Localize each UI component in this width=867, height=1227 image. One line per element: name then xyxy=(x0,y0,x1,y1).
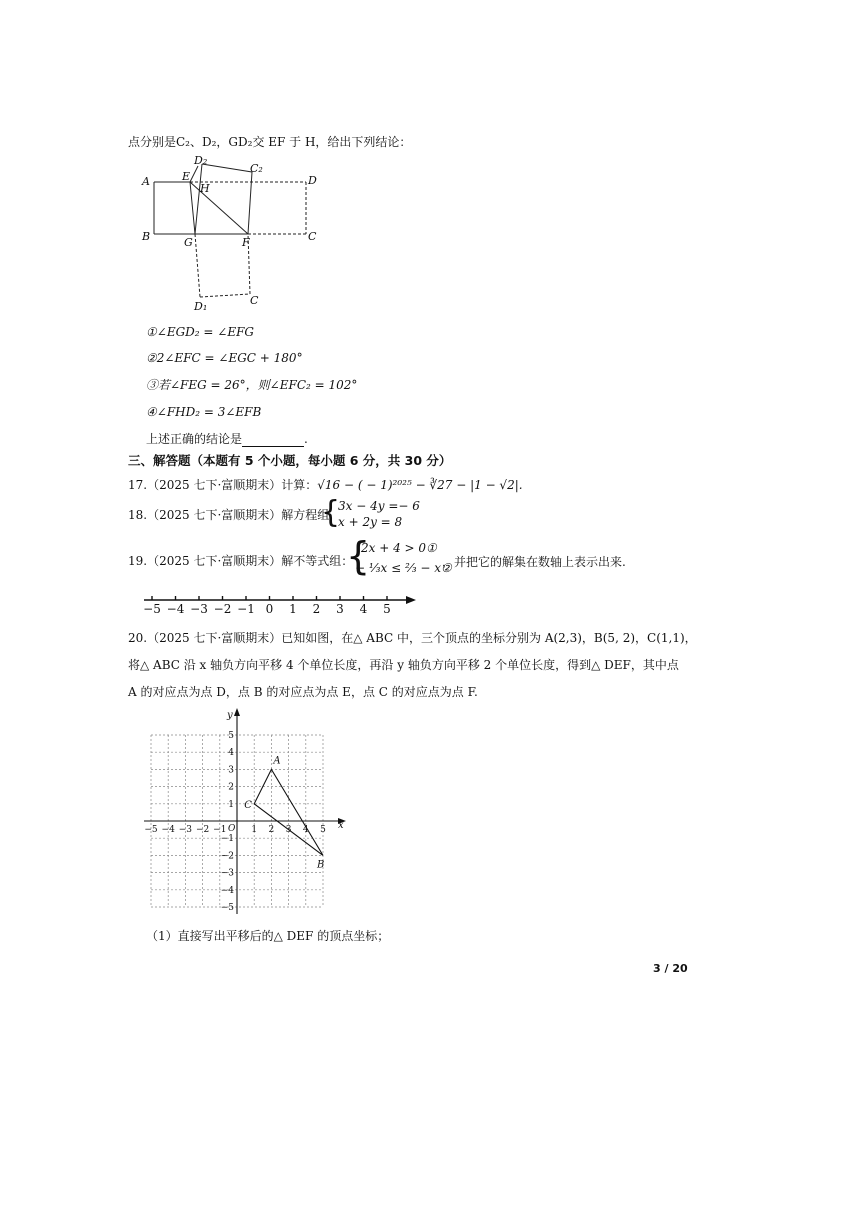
y-tick-label: −2 xyxy=(220,851,234,862)
question-17 xyxy=(128,477,523,493)
conclusion-end: . xyxy=(304,432,308,446)
number-line-label: 2 xyxy=(312,602,321,616)
x-tick-label: 2 xyxy=(268,825,275,835)
vertex-label: B xyxy=(317,859,325,871)
y-tick-label: −3 xyxy=(220,868,234,879)
question-20-line-3: A 的对应点为点 D，点 B 的对应点为点 E，点 C 的对应点为点 F. xyxy=(128,685,478,699)
y-axis-label: y xyxy=(227,710,233,721)
conclusion-prompt-text: 上述正确的结论是 xyxy=(146,432,243,446)
question-20-line-2: 将△ ABC 沿 x 轴负方向平移 4 个单位长度，再沿 y 轴负方向平移 2 个单位长度，得到△ DEF，其中点 xyxy=(128,658,679,672)
number-line-label: −3 xyxy=(190,602,208,616)
coordinate-grid xyxy=(140,706,352,918)
section-heading: 三、解答题（本题有 5 个小题，每小题 6 分，共 30 分） xyxy=(128,453,452,468)
y-tick-label: −4 xyxy=(220,885,234,896)
number-line-label: −2 xyxy=(213,602,232,616)
number-line-label: −4 xyxy=(166,602,185,616)
label-a: A xyxy=(142,175,150,188)
y-tick-label: 2 xyxy=(228,782,234,793)
question-20-line-1: 20.（2025 七下·富顺期末）已知如图，在△ ABC 中，三个顶点的坐标分别为 A(2,3)，B(5, 2)，C(1,1)， xyxy=(128,631,697,645)
conclusion-2: ②2∠EFC = ∠EGC + 180° xyxy=(146,351,303,365)
x-tick-label: −4 xyxy=(161,825,175,835)
label-h: H xyxy=(200,182,210,195)
vertex-label: C xyxy=(244,799,252,811)
conclusion-1: ①∠EGD₂ = ∠EFG xyxy=(146,325,254,339)
question-19-prefix: 19.（2025 七下·富顺期末）解不等式组： xyxy=(128,554,354,568)
q18-equation-2: x + 2y = 8 xyxy=(338,515,403,529)
number-line-label: 0 xyxy=(265,602,274,616)
number-line xyxy=(140,592,420,616)
y-tick-label: 1 xyxy=(228,799,234,810)
number-line-label: 3 xyxy=(336,602,344,616)
x-tick-label: −3 xyxy=(178,825,193,835)
label-c1: C xyxy=(250,294,259,307)
y-tick-label: −5 xyxy=(220,903,234,913)
question-20-part-1: （1）直接写出平移后的△ DEF 的顶点坐标； xyxy=(146,929,390,943)
y-tick-label: 4 xyxy=(228,748,234,759)
q17-prefix: 17.（2025 七下·富顺期末）计算： xyxy=(128,478,318,492)
x-axis-label: x xyxy=(338,820,344,831)
x-tick-label: 1 xyxy=(251,825,258,835)
label-c2: C₂ xyxy=(250,162,263,175)
origin-label: O xyxy=(228,824,236,834)
intro-line: 点分别是C₂、D₂，GD₂交 EF 于 H，给出下列结论： xyxy=(128,135,412,149)
vertex-label: A xyxy=(273,755,281,767)
q19-inequality-2: − ⅓x ≤ ⅔ − x② xyxy=(355,561,452,575)
x-tick-label: −5 xyxy=(144,825,158,835)
number-line-label: 4 xyxy=(359,602,368,616)
y-tick-label: 5 xyxy=(228,731,234,741)
q19-suffix: ，并把它的解集在数轴上表示出来. xyxy=(442,555,626,569)
y-tick-label: 3 xyxy=(228,765,234,776)
page-number: 3 / 20 xyxy=(653,962,688,975)
conclusion-3: ③若∠FEG = 26°，则∠EFC₂ = 102° xyxy=(146,378,358,392)
q18-equation-1: 3x − 4y =− 6 xyxy=(338,499,420,513)
y-axis-arrow xyxy=(234,708,240,716)
q19-brace: { xyxy=(346,534,371,578)
label-e: E xyxy=(182,170,191,183)
conclusion-4: ④∠FHD₂ = 3∠EFB xyxy=(146,405,262,419)
label-b: B xyxy=(142,230,151,243)
x-tick-label: 4 xyxy=(302,825,309,835)
number-line-label: 1 xyxy=(289,602,297,616)
label-d: D xyxy=(308,174,317,187)
y-tick-label: −1 xyxy=(220,834,234,845)
q17-expression: √16 − ( − 1)²⁰²⁵ − ∛27 − |1 − √2|. xyxy=(317,478,523,492)
x-tick-label: −2 xyxy=(195,825,210,835)
label-d2: D₂ xyxy=(194,154,208,167)
label-f: F xyxy=(242,236,250,249)
q18-brace: { xyxy=(321,495,341,530)
x-tick-label: −1 xyxy=(213,825,227,835)
answer-blank[interactable] xyxy=(242,434,304,447)
folding-figure xyxy=(138,152,338,320)
question-18-prefix: 18.（2025 七下·富顺期末）解方程组 xyxy=(128,508,330,522)
number-line-label: −1 xyxy=(237,602,255,616)
label-c: C xyxy=(308,230,317,243)
conclusion-prompt xyxy=(146,431,308,447)
label-d1: D₁ xyxy=(194,300,208,313)
x-tick-label: 3 xyxy=(285,825,292,835)
label-g: G xyxy=(184,236,193,249)
number-line-label: −5 xyxy=(143,602,161,616)
q19-inequality-1: 2x + 4 > 0① xyxy=(361,541,437,555)
x-tick-label: 5 xyxy=(320,825,326,835)
number-line-label: 5 xyxy=(383,602,391,616)
